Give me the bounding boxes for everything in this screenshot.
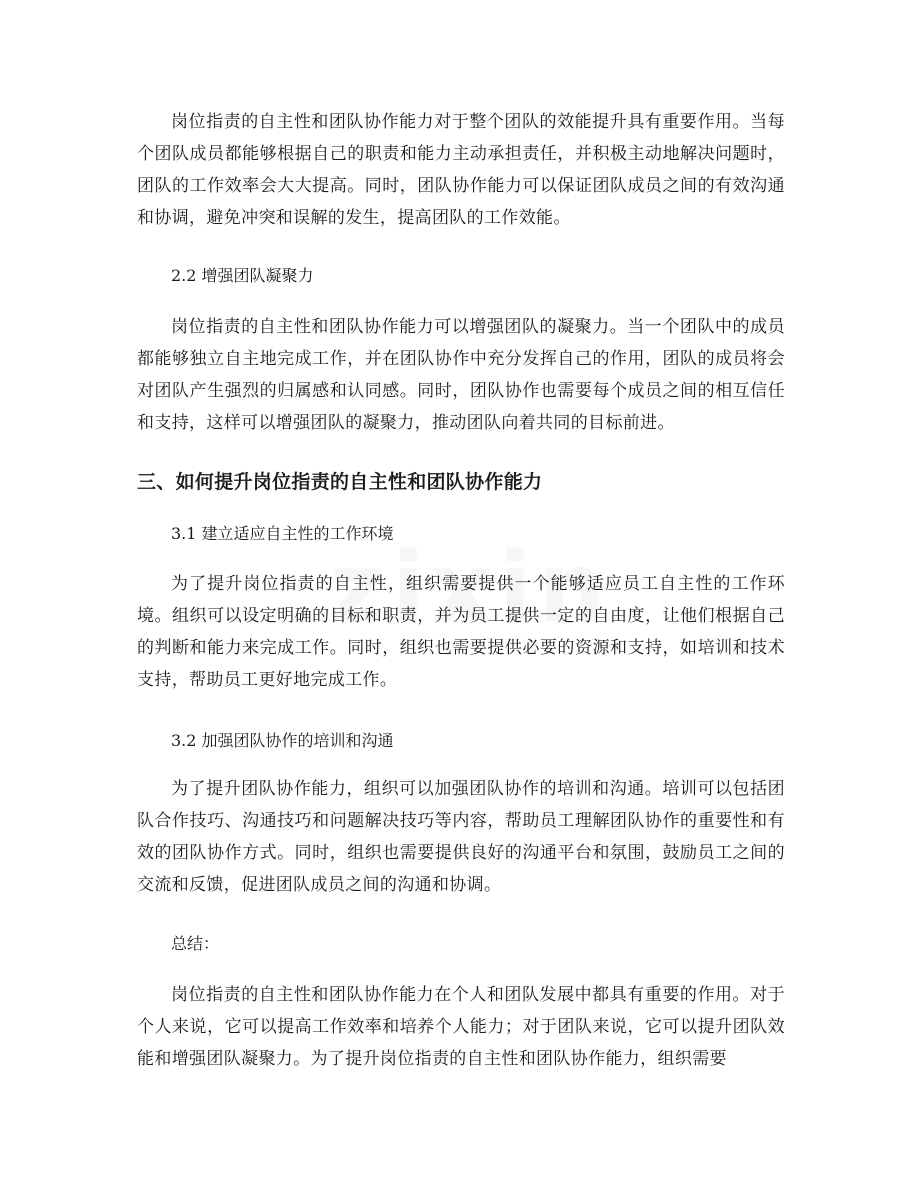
paragraph-work-environment: 为了提升岗位指责的自主性，组织需要提供一个能够适应员工自主性的工作环境。组织可以设定明确的目标和职责，并为员工提供一定的自由度，让他们根据自己的判断和能力来完成工作。同时，组织也需要提供必要的资源和支持，如培训和技术支持，帮助员工更好地完成工作。 [137, 574, 785, 690]
subheading-3-1: 3.1 建立适应自主性的工作环境 [171, 524, 394, 543]
paragraph-efficiency: 岗位指责的自主性和团队协作能力对于整个团队的效能提升具有重要作用。当每个团队成员都能够根据自己的职责和能力主动承担责任，并积极主动地解决问题时，团队的工作效率会大大提高。同时，团队协作能力可以保证团队成员之间的有效沟通和协调，避免冲突和误解的发生，提高团队的工作效能。 [137, 112, 785, 228]
paragraph-cohesion: 岗位指责的自主性和团队协作能力可以增强团队的凝聚力。当一个团队中的成员都能够独立自主地完成工作，并在团队协作中充分发挥自己的作用，团队的成员将会对团队产生强烈的归属感和认同感。同时，团队协作也需要每个成员之间的相互信任和支持，这样可以增强团队的凝聚力，推动团队向着共同的目标前进。 [137, 317, 785, 433]
section-heading-3: 三、如何提升岗位指责的自主性和团队协作能力 [137, 471, 543, 493]
paragraph-summary: 岗位指责的自主性和团队协作能力在个人和团队发展中都具有重要的作用。对于个人来说，它可以提高工作效率和培养个人能力；对于团队来说，它可以提升团队效能和增强团队凝聚力。为了提升岗位指责的自主性和团队协作能力，组织需要 [137, 985, 785, 1069]
subheading-2-2: 2.2 增强团队凝聚力 [171, 266, 314, 285]
paragraph-training-communication: 为了提升团队协作能力，组织可以加强团队协作的培训和沟通。培训可以包括团队合作技巧、沟通技巧和问题解决技巧等内容，帮助员工理解团队协作的重要性和有效的团队协作方式。同时，组织也需要提供良好的沟通平台和氛围，鼓励员工之间的交流和反馈，促进团队成员之间的沟通和协调。 [137, 779, 785, 895]
summary-label: 总结： [171, 934, 220, 953]
subheading-3-2: 3.2 加强团队协作的培训和沟通 [171, 731, 394, 750]
